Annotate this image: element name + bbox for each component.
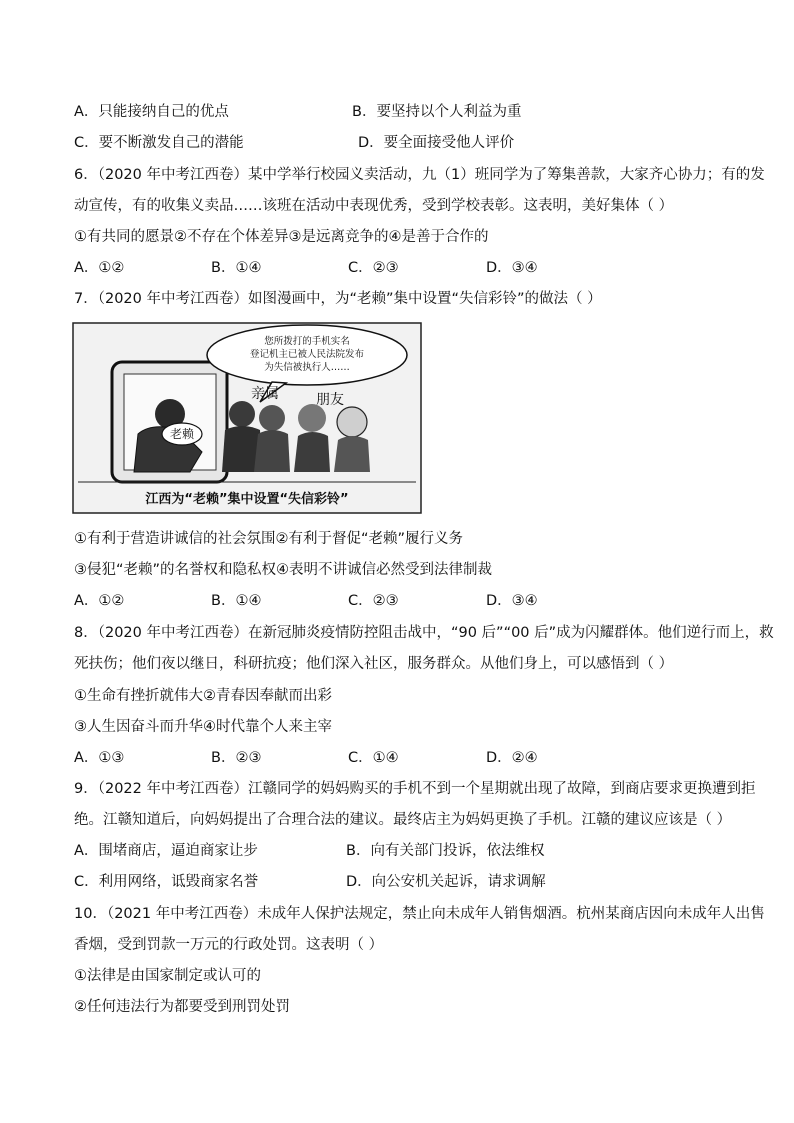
q6-items: ①有共同的愿景②不存在个体差异③是远离竞争的④是善于合作的	[74, 229, 489, 245]
q8-option-a: A．①③	[74, 750, 125, 766]
cartoon-label-relatives: 亲属	[251, 386, 279, 402]
q6-stem-line1: 6．（2020 年中考江西卷）某中学举行校园义卖活动，九（1）班同学为了筹集善款，大家齐心协力；有的发	[74, 167, 765, 183]
q5-option-b: B．要坚持以个人利益为重	[352, 104, 522, 120]
q7-option-a: A．①②	[74, 593, 125, 609]
q7-items-line2: ③侵犯“老赖”的名誉权和隐私权④表明不讲诚信必然受到法律制裁	[74, 562, 493, 578]
q9-option-c: C．利用网络，诋毁商家名誉	[74, 874, 259, 890]
cartoon-bubble-line1: 您所拨打的手机实名	[264, 336, 350, 347]
q8-items-line2: ③人生因奋斗而升华④时代靠个人来主宰	[74, 719, 332, 735]
q6-option-b: B．①④	[211, 260, 262, 276]
q6-option-c: C．②③	[348, 260, 399, 276]
q5-option-a: A．只能接纳自己的优点	[74, 104, 229, 120]
cartoon-caption: 江西为“老赖”集中设置“失信彩铃”	[145, 492, 349, 507]
q5-option-c: C．要不断激发自己的潜能	[74, 135, 244, 151]
q9-option-d: D．向公安机关起诉，请求调解	[346, 874, 546, 890]
q5-option-d: D．要全面接受他人评价	[358, 135, 515, 151]
q9-stem-line2: 绝。江赣知道后，向妈妈提出了合理合法的建议。最终店主为妈妈更换了手机。江赣的建议应该是（ ）	[74, 812, 732, 828]
q9-option-b: B．向有关部门投诉，依法维权	[346, 843, 545, 859]
q8-items-line1: ①生命有挫折就伟大②青春因奉献而出彩	[74, 688, 332, 704]
q6-option-a: A．①②	[74, 260, 125, 276]
q8-stem-line1: 8．（2020 年中考江西卷）在新冠肺炎疫情防控阻击战中，“90 后”“00 后”成为闪耀群体。他们逆行而上，救	[74, 625, 774, 641]
cartoon-bubble-line3: 为失信被执行人……	[264, 362, 350, 373]
q10-stem-line2: 香烟，受到罚款一万元的行政处罚。这表明（ ）	[74, 937, 384, 953]
q8-option-c: C．①④	[348, 750, 399, 766]
cartoon-label-friends: 朋友	[316, 392, 344, 408]
q9-option-a: A．围堵商店，逼迫商家让步	[74, 843, 258, 859]
q10-item-2: ②任何违法行为都要受到刑罚处罚	[74, 999, 290, 1015]
q8-stem-line2: 死扶伤；他们夜以继日，科研抗疫；他们深入社区，服务群众。从他们身上，可以感悟到（ ）	[74, 656, 674, 672]
q7-option-d: D．③④	[486, 593, 538, 609]
q7-option-c: C．②③	[348, 593, 399, 609]
q6-stem-line2: 动宣传，有的收集义卖品……该班在活动中表现优秀，受到学校表彰。这表明，美好集体（ ）	[74, 198, 674, 214]
q7-option-b: B．①④	[211, 593, 262, 609]
q6-option-d: D．③④	[486, 260, 538, 276]
cartoon-bubble-line2: 登记机主已被人民法院发布	[249, 349, 365, 360]
q8-option-d: D．②④	[486, 750, 538, 766]
q7-items-line1: ①有利于营造讲诚信的社会氛围②有利于督促“老赖”履行义务	[74, 531, 464, 547]
q9-stem-line1: 9．（2022 年中考江西卷）江赣同学的妈妈购买的手机不到一个星期就出现了故障，到商店要求更换遭到拒	[74, 781, 756, 797]
q10-stem-line1: 10．（2021 年中考江西卷）未成年人保护法规定，禁止向未成年人销售烟酒。杭州某商店因向未成年人出售	[74, 906, 765, 922]
cartoon-label-laolai: 老赖	[169, 427, 195, 441]
q7-stem: 7．（2020 年中考江西卷）如图漫画中，为“老赖”集中设置“失信彩铃”的做法（ ）	[74, 291, 602, 307]
q8-option-b: B．②③	[211, 750, 262, 766]
q10-item-1: ①法律是由国家制定或认可的	[74, 968, 261, 984]
q7-cartoon	[72, 322, 422, 514]
